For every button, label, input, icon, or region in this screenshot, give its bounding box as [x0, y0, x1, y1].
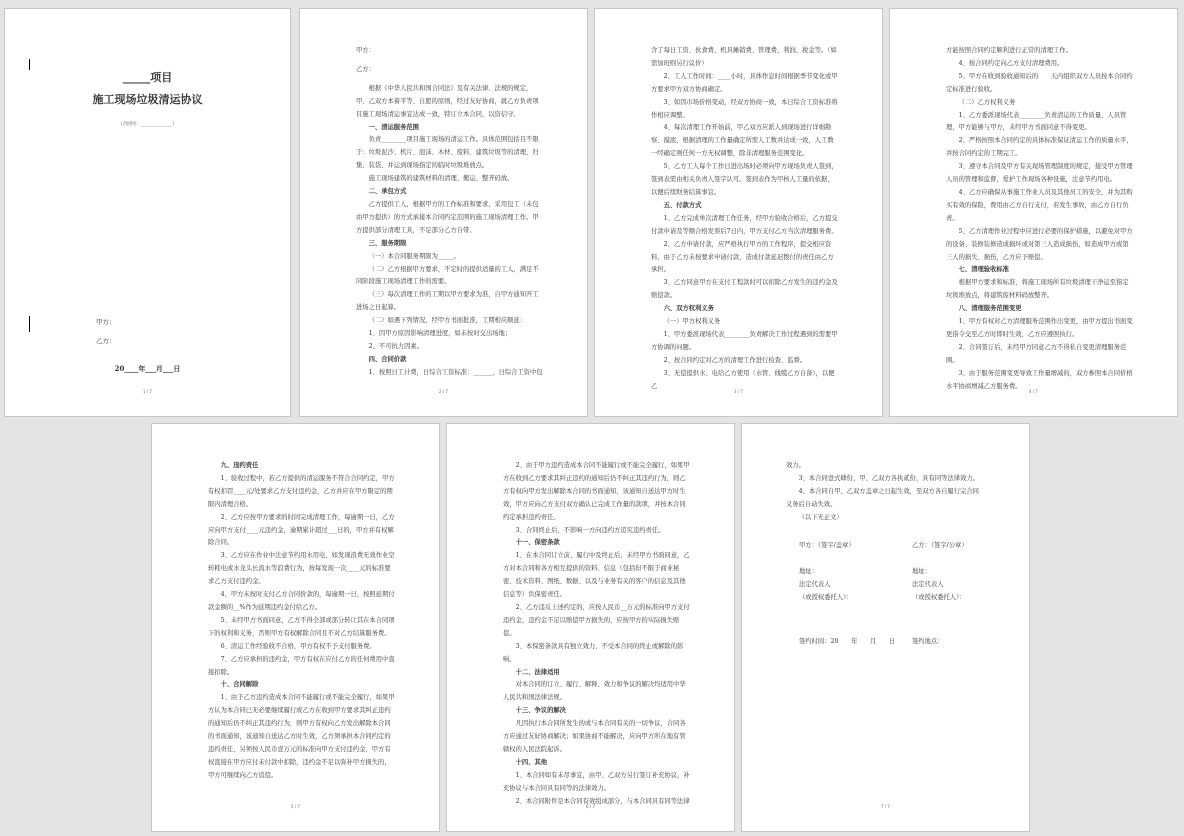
contract-number: （合同号：______________）	[118, 122, 177, 127]
sign-place: 签约地点：	[912, 638, 944, 645]
paragraph: 3、由于服务范围变更导致工作量增减的，双方参照本合同价格水平协商增减乙方服务费。	[946, 369, 1133, 390]
cover-party-a: 甲方：	[96, 318, 116, 326]
page-number: 4 / 7	[1029, 389, 1038, 394]
paragraph: 3、遵守本合同及甲方有关现场管理制度的规定，接受甲方管理人员的管理和监督，爱护工作现场各种设施，注意节约用电。	[946, 163, 1133, 184]
paragraph: （一）甲方权利义务	[663, 318, 721, 326]
paragraph: 乙方：	[356, 65, 375, 73]
section-heading: 五、付款方式	[663, 201, 702, 209]
page-body	[786, 460, 985, 525]
paragraph: 5、未经甲方书面同意，乙方不得全部或部分转让其在本合同项下的权利和义务，否则甲方有权解除合同且不对乙方结算服务费。	[208, 616, 395, 637]
cover-party-b: 乙方：	[96, 337, 116, 345]
page-body	[208, 460, 395, 783]
paragraph: 2、由于甲方违约造成本合同不能履行或不能完全履行，如果甲方在收到乙方要求其纠正违约的通知后仍不纠正其违约行为，则乙方有权向甲方发出解除本合同的书面通知，该通知自送达甲方时生效，甲方应向乙方支付双方确认已完成工作量的款项，并按本合同约定承担违约责任。	[503, 462, 690, 521]
party-a-representative: 法定代表人	[799, 581, 831, 588]
paragraph: 1、甲方有权对乙方清理服务范围作出变更，由甲方提出书面变更指令交至乙方时即时生效，乙方应遵照执行。	[946, 318, 1133, 338]
paragraph: 4、本合同自甲、乙双方盖章之日起生效，至双方各自履行完合同义务后自动失效。	[786, 487, 979, 508]
page-number: 3 / 7	[734, 389, 743, 394]
page-body	[651, 45, 838, 393]
paragraph: 根据甲方要求和标准，将施工现场所有垃圾清理干净运至指定垃圾堆放点，将建筑废材料码放整齐。	[946, 279, 1129, 300]
party-b-agent: （或授权委托人）：	[912, 594, 966, 601]
page-body	[356, 45, 543, 380]
paragraph: 4、乙方应确保从事施工作业人员及其他员工的安全，并为其购买有效的保险，费用由乙方自行支付，若发生事故，由乙方自行负责。	[946, 188, 1133, 222]
cover-date: 20____年___月___日	[114, 364, 181, 373]
party-a-signature: 甲方：（签字/盖章）	[799, 542, 855, 549]
paragraph: 含了每日工资、伙食费、机具摊销费、管理费、利润、税金等。（如需加班则另行议价）	[651, 47, 837, 67]
page-4	[889, 8, 1178, 417]
paragraph: 2、按合同约定对乙方的清理工作进行检查、监督。	[663, 356, 807, 364]
section-heading: 六、双方权利义务	[663, 305, 714, 313]
section-heading: 二、承包方式	[368, 188, 407, 196]
paragraph: 1、验收过程中，若乙方提供的清运服务不符合合同约定，甲方有权扣罚____元/处要求乙方支付违约金，乙方并应在甲方限定的期限内清理合格。	[208, 474, 395, 508]
page-3	[594, 8, 883, 417]
party-a-address: 地址：	[799, 568, 818, 575]
section-heading: 八、清理服务范围变更	[958, 305, 1022, 313]
paragraph: 效力。	[786, 462, 805, 469]
party-b-signature: 乙方：（签字/公章）	[912, 542, 968, 549]
section-heading: 四、合同价款	[368, 355, 407, 363]
page-5	[151, 423, 440, 832]
party-b-representative: 法定代表人	[912, 581, 944, 588]
paragraph: 6、清运工作经验收不合格，甲方有权不予支付服务费。	[220, 642, 376, 650]
paragraph: 3、如因市场价格变动，经双方协商一致，本日综合工资标准将作相应调整。	[651, 98, 838, 119]
paragraph: 2、不可抗力因素。	[368, 342, 423, 350]
cover-title-project: _____项目	[122, 71, 173, 84]
paragraph: 1、乙方委派现场代表________负责清运的工作质量、人员管理，甲方能够与甲方，未经甲方书面同意不得变更。	[946, 111, 1127, 132]
paragraph: 3、本保密条款具有独立效力，不受本合同的终止或解除的影响。	[503, 642, 684, 663]
section-heading: 一、清运服务范围	[368, 123, 419, 131]
page-body	[503, 460, 690, 808]
paragraph: 4、每次清理工作开始前，甲乙双方应派人到现场进行详细勘察、摸底，根据清理的工作量确定所需人工数并达成一致，人工数一经确定则任何一方无权调整，除非清理服务范围变化。	[651, 124, 834, 158]
page-number: 5 / 7	[291, 804, 300, 809]
paragraph: （一）本合同服务期限为_____。	[368, 252, 460, 260]
paragraph: 3、乙方应在作业中注意节约用水用电，如发现浪费无效作业空转耗电或水龙头长流水等浪费行为，按每发现一次____元的标准要求乙方支付违约金。	[208, 552, 395, 586]
paragraph: （以下无正文）	[798, 513, 843, 521]
paragraph: 5、乙方工人每个工作日进出场时必须向甲方现场负责人签到，签到表需由相关负责人签字认可。签到表作为甲核人工量的依据，以便后续财务结算事宜。	[651, 163, 838, 196]
page-number: 1 / 7	[143, 389, 152, 394]
paragraph: 3、乙方同意甲方在支付工程款时可以扣除乙方发生的违约金及赔偿款。	[651, 279, 838, 300]
text-cursor	[29, 316, 30, 332]
sign-time: 签约时间：20 年 月 日	[799, 638, 896, 645]
section-heading: 七、清理验收标准	[958, 266, 1009, 274]
paragraph: 方能按照合同约定顺利进行正常的清理工作。	[946, 47, 1072, 54]
paragraph: 1、乙方完成单次清理工作任务，经甲方验收合格后，乙方提交付款申请及等额合格发票后7日内，甲方支付乙方当次清理服务费。	[651, 214, 838, 235]
section-heading: 九、违约责任	[220, 462, 259, 469]
paragraph: （二）乙方权利义务	[958, 98, 1016, 106]
paragraph: 3、合同终止后，不影响一方向违约方追究违约责任。	[515, 526, 665, 534]
page-6	[446, 423, 735, 832]
paragraph: 施工现场建筑的建筑材料的清理、搬运、整齐码放。	[368, 175, 514, 183]
paragraph: （二）乙方根据甲方要求，不定时的提供适量的工人，满足不同阶段施工现场清理工作的需要。	[356, 265, 539, 286]
paragraph: 乙方提供工人，根据甲方的工作标准和要求，采用包工（未包由甲方提供）的方式承接本合同约定范围的施工现场清理工作。甲方提供部分清理工具，不足部分乙方自带。	[356, 200, 539, 234]
paragraph: 根据《中华人民共和国合同法》及有关法律、法规的规定，甲、乙双方本着平等、自愿的原则，经过友好协商，就乙方负责项目施工现场清运事宜达成一致，特订立本合同，以资信守。	[356, 84, 539, 118]
party-a-agent: （或授权委托人）：	[799, 594, 853, 601]
paragraph: 2、合同签订后，未经甲方同意乙方不得私自变更清理服务范围。	[946, 343, 1127, 364]
paragraph: 甲方：	[356, 47, 375, 54]
paragraph: 1、本合同如有未尽事宜，由甲、乙双方另行签订补充协议，补充协议与本合同具有同等的法律效力。	[503, 771, 690, 792]
paragraph: 1、因甲方原因影响清理进度，如未按时交出场地；	[368, 330, 512, 338]
paragraph: 1、在本合同订立前、履行中及终止后，未经甲方书面同意，乙方对本合同和各方相互提供的资料、信息（包括但不限于商业秘密、技术资料、图纸、数据、以及与业务有关的客户的信息及其他信息等）负保密责任。	[503, 552, 690, 599]
page-number: 6 / 7	[586, 804, 595, 809]
paragraph: 2、本合同附件是本合同有效组成部分，与本合同具有同等法律	[515, 797, 690, 805]
page-7	[741, 423, 1030, 832]
section-heading: 十三、争议的解决	[515, 707, 566, 715]
paragraph: 凡因执行本合同所发生的或与本合同有关的一切争议，合同各方应通过友好协商解决；如果协商不能解决，应向甲方所在地有管辖权的人民法院起诉。	[503, 720, 686, 753]
page-number: 2 / 7	[439, 389, 448, 394]
section-heading: 三、服务期限	[368, 239, 407, 247]
section-heading: 十、合同解除	[220, 681, 259, 689]
page-body	[946, 45, 1133, 393]
page-number: 7 / 7	[881, 804, 890, 809]
paragraph: 7、乙方应承担的违约金，甲方有权在应付乙方的任何费用中直接扣除。	[208, 655, 395, 676]
section-heading: 十一、保密条款	[515, 539, 560, 547]
page-1-cover	[4, 8, 291, 417]
paragraph: 5、乙方清理作业过程中应进行必要的保护措施，以避免对甲方的设备、装修装修造成损坏或对第三人造成损伤，如造成甲方或第三人的损失、损伤，乙方应予赔偿。	[946, 227, 1133, 261]
paragraph: 2、严格按照本合同约定的具体标准保证清运工作的质量水平，并按合同约定的工期完工。	[946, 137, 1133, 158]
paragraph: 1、按照日工计费，日综合工资标准：______，日综合工资中包	[368, 368, 543, 376]
paragraph: 5、甲方在收到验收通知后的 天内组织双方人员按本合同约定标准进行验收。	[946, 72, 1133, 93]
party-b-address: 地址：	[912, 568, 931, 575]
section-heading: 十四、其他	[515, 758, 548, 766]
page-2	[299, 8, 588, 417]
paragraph: 1、甲方委派现场代表________负责解决工作过程遇到的需要甲方协调的问题。	[651, 330, 838, 351]
paragraph: 2、工人工作时间：____小时，具体作息时间根据季节变化或甲方要求甲方双方协商确定。	[651, 72, 838, 93]
paragraph: 2、乙方违反上述约定的，应按人民币__万元的标准向甲方支付违约金，违约金不足以赔偿甲方损失的，应按甲方的实际损失赔偿。	[503, 603, 690, 637]
paragraph: 负责________项目施工现场的清运工作。具体范围包括且不限于：垃圾泥沙、机片、泡沫、木材、废料、建筑垃圾等的清理、归集、装袋、并运到现场指定的临时垃圾堆放点。	[356, 136, 539, 170]
paragraph: 2、乙方申请付款，应严格执行甲方的工作程序，提交相应资料，由于乙方未按要求申请付款，造成付款延迟拨付的责任由乙方承担。	[651, 240, 834, 274]
paragraph: 2、乙方应按甲方要求的时间完成清理工作，每逾期一日，乙方应向甲方支付____元违约金，逾期累计超过___日的，甲方并有权解除合同。	[208, 513, 395, 547]
paragraph: 4、按合同约定向乙方支付清理费用。	[958, 59, 1064, 67]
paragraph: （二）如遇下列情况，经甲方书面批准，工期相应顺延：	[368, 317, 527, 325]
paragraph: 4、甲方未按时支付乙方合同价款的，每逾期一日，按照延期付款金额的__%作为延期违约金付给乙方。	[208, 591, 395, 611]
paragraph: 3、无偿提供水、电给乙方使用（水管、线缆乙方自备），以便乙	[651, 369, 835, 390]
paragraph: 1、由于乙方违约造成本合同不能履行或不能完全履行，如果甲方认为本合同已无必要继续履行或乙方在收到甲方要求其纠正违约的通知后仍不纠正其违约行为，则甲方有权向乙方发出解除本合同的书面通知，该通知自送达乙方时生效，乙方须承担本合同约定的违约责任，另须按人民币壹万元的标准向甲方支付违约金，甲方有权直接在甲方应付未付款中扣除，违约金不足以弥补甲方损失的，甲方可继续向乙方追偿。	[208, 694, 395, 779]
section-heading: 十二、法律适用	[515, 668, 560, 676]
paragraph: 对本合同的订立、履行、解释、效力和争议的解决均适用中华人民共和国法律法规。	[503, 681, 686, 702]
cover-title: 施工现场垃圾清运协议	[92, 93, 203, 106]
paragraph: 3、本合同壹式肆份，甲、乙双方各执贰份，具有同等法律效力。	[798, 474, 979, 482]
paragraph: （三）每次清理工作的工期以甲方要求为准，自甲方通知开工进场之日起算。	[356, 291, 539, 312]
